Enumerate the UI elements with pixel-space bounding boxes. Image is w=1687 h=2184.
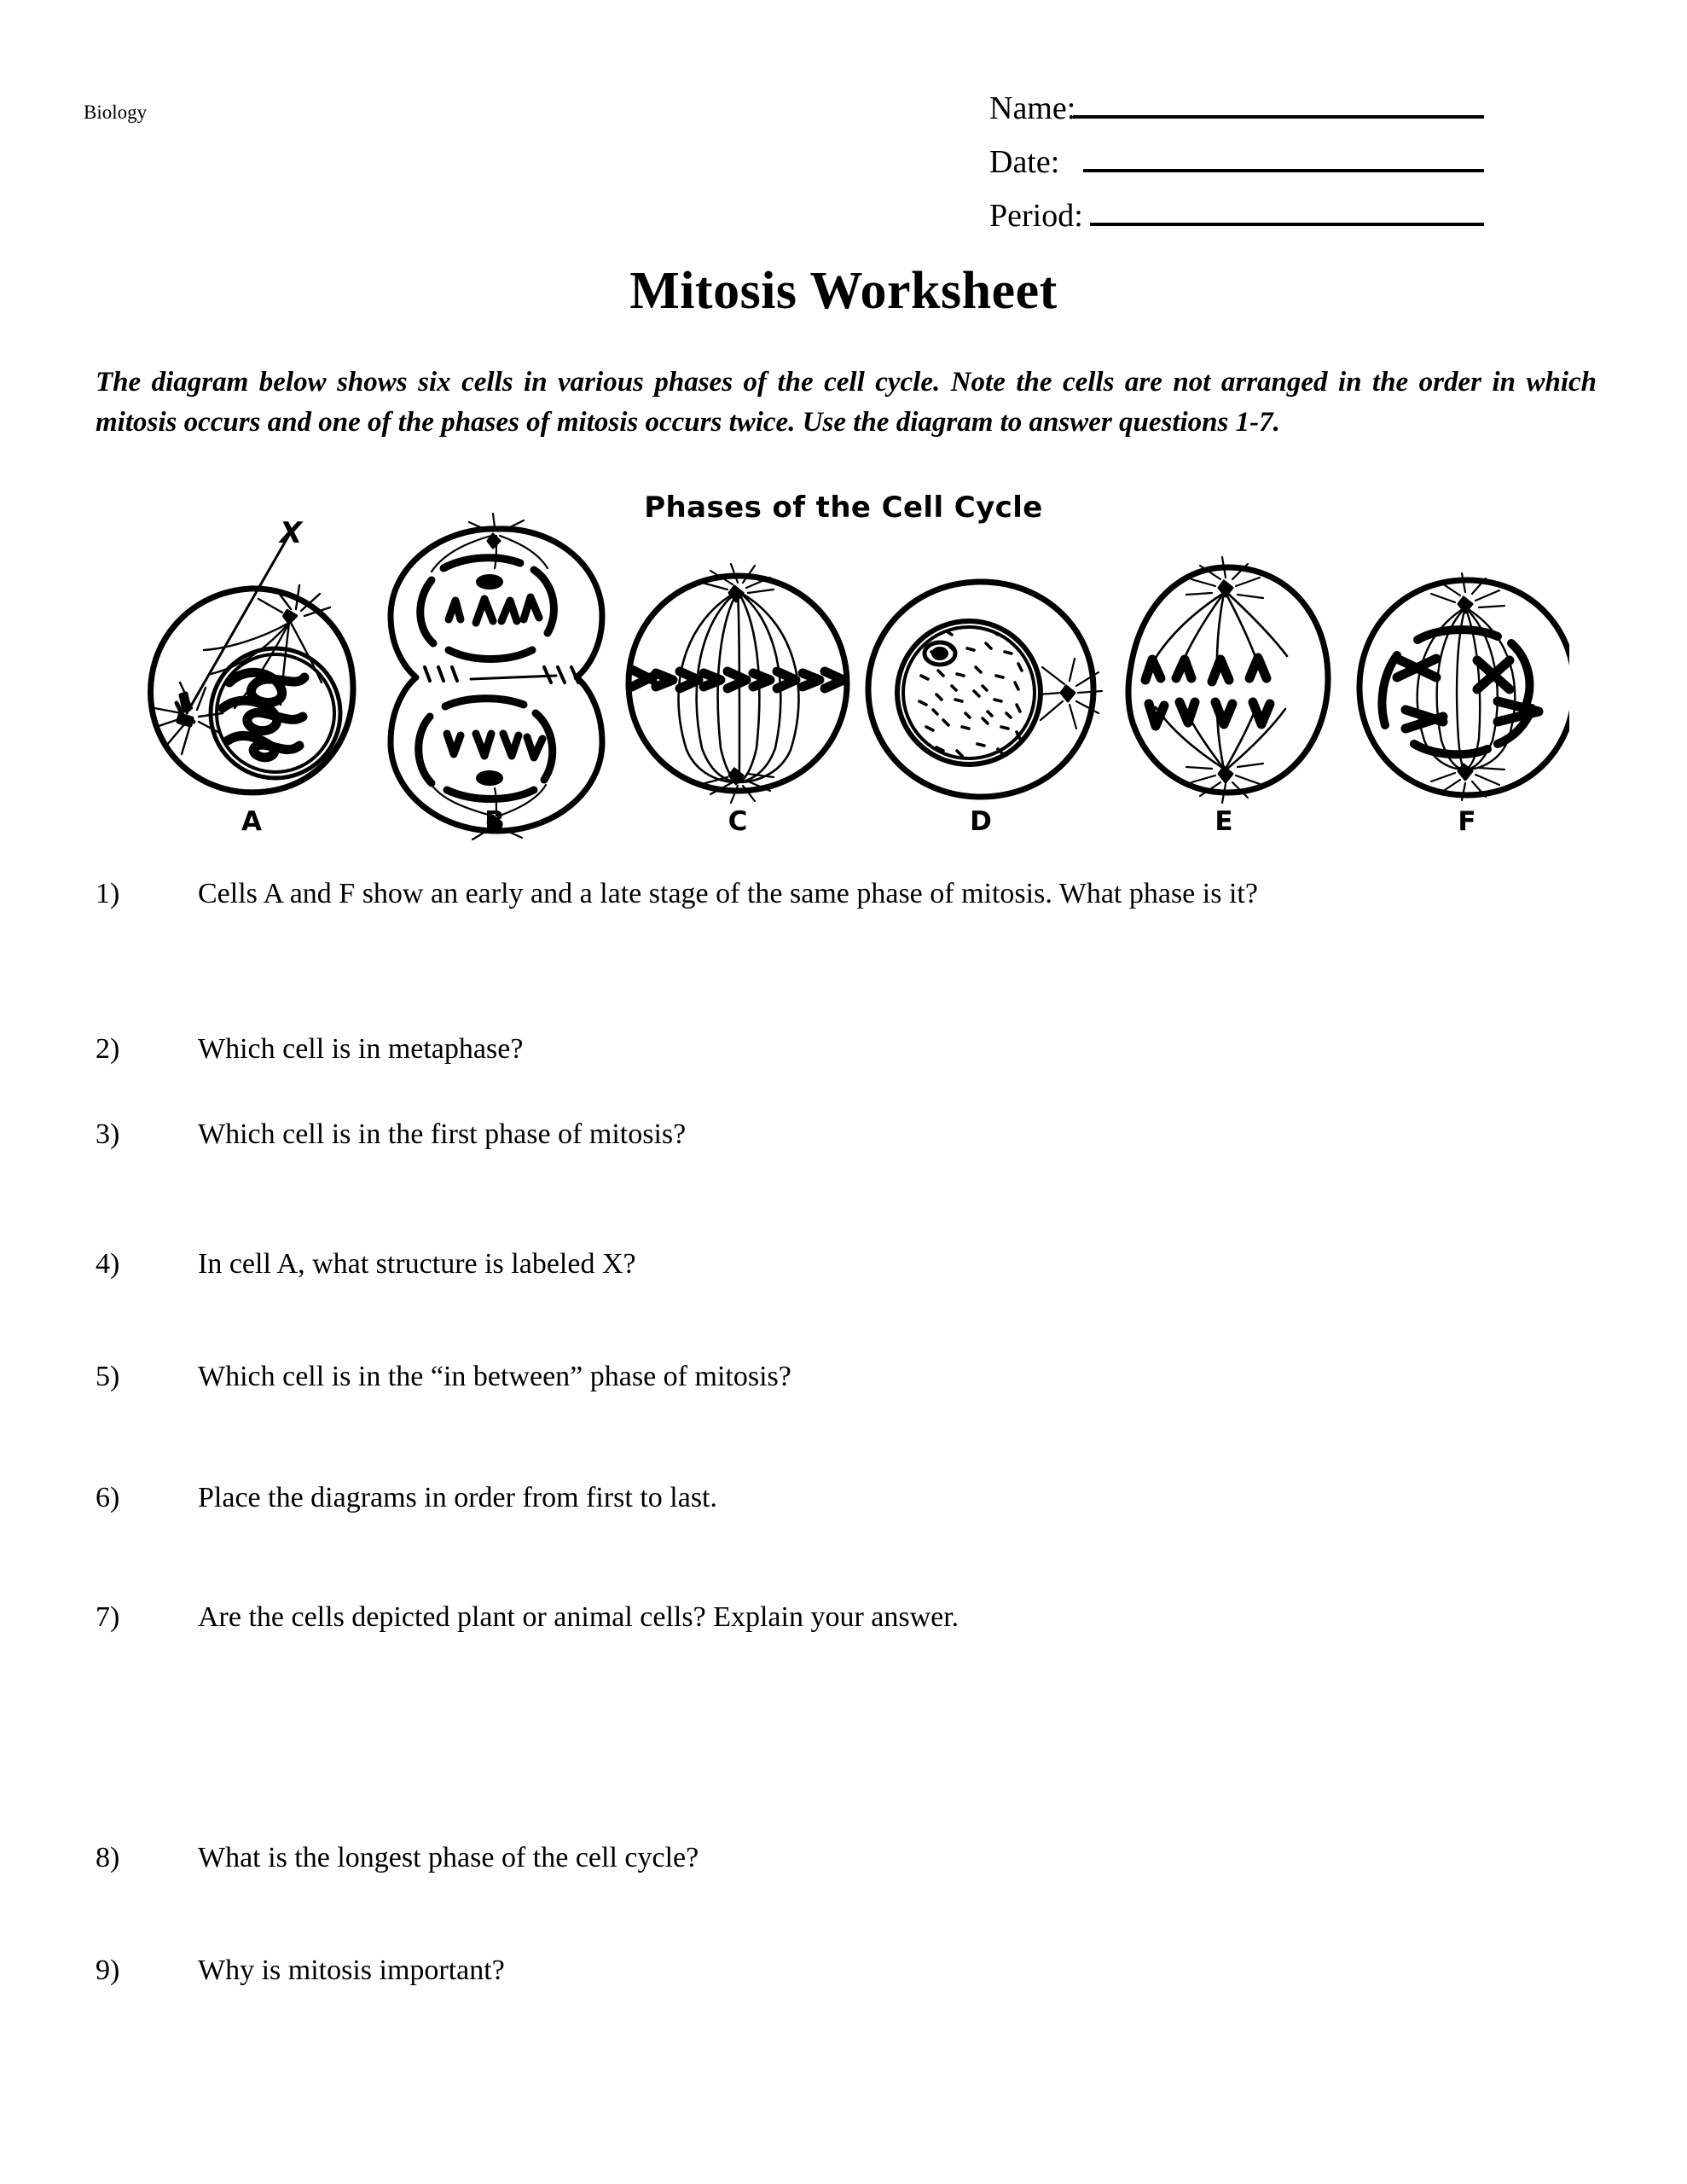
question-5-text: Which cell is in the “in between” phase of mitosis?: [198, 1361, 791, 1392]
cell-label-f: F: [1458, 806, 1476, 837]
question-9-number: 9): [96, 1955, 120, 1986]
question-3-number: 3): [96, 1118, 120, 1150]
cell-diagram-c: [629, 564, 847, 803]
page-title: Mitosis Worksheet: [629, 262, 1058, 320]
question-9: [96, 1954, 1631, 1989]
cell-label-c: C: [728, 806, 748, 837]
instructions-paragraph: The diagram below shows six cells in various phases of the cell cycle. Note the cells are not arranged in the order in which mitosis occurs and one of the phases of mitosis occurs twice. Use the diagram to answer questions 1-7.: [96, 367, 1597, 438]
cell-diagram-d: [868, 582, 1102, 797]
question-7-text: Are the cells depicted plant or animal cells? Explain your answer.: [198, 1601, 959, 1633]
subject-label: Biology: [84, 102, 148, 123]
question-9-text: Why is mitosis important?: [198, 1955, 505, 1986]
cell-diagram-svg: [102, 510, 1569, 851]
cell-label-b: B: [484, 806, 505, 837]
question-7-number: 7): [96, 1601, 120, 1633]
cell-label-a: A: [241, 806, 262, 837]
question-6-text: Place the diagrams in order from first to last.: [198, 1482, 717, 1513]
question-8-text: What is the longest phase of the cell cycle?: [198, 1842, 699, 1873]
cell-diagram-a: [151, 529, 353, 793]
question-1-text: Cells A and F show an early and a late stage of the same phase of mitosis. What phase is it?: [198, 878, 1258, 909]
question-5: [96, 1360, 1631, 1395]
cell-diagram-b: [391, 514, 602, 839]
question-8: [96, 1841, 1631, 1876]
question-8-number: 8): [96, 1842, 120, 1873]
question-1-number: 1): [96, 878, 120, 909]
name-label: Name:: [989, 90, 1076, 126]
question-4-number: 4): [96, 1248, 120, 1280]
question-6: [96, 1481, 1631, 1516]
cell-label-d: D: [970, 806, 992, 837]
question-3-text: Which cell is in the first phase of mitosis?: [198, 1118, 687, 1150]
question-4: [96, 1247, 1631, 1282]
date-input-line[interactable]: [1083, 168, 1484, 172]
period-input-line[interactable]: [1090, 222, 1484, 226]
name-input-line[interactable]: [1073, 114, 1484, 119]
period-field-row: [989, 200, 1535, 253]
question-2-text: Which cell is in metaphase?: [198, 1033, 524, 1065]
cell-label-e: E: [1215, 806, 1233, 837]
student-info-fields: [989, 92, 1535, 253]
question-2-number: 2): [96, 1033, 120, 1065]
cell-cycle-diagram: [102, 510, 1569, 851]
cell-diagram-f: [1359, 573, 1569, 800]
question-1: [96, 877, 1631, 912]
question-6-number: 6): [96, 1482, 120, 1513]
name-field-row: [989, 92, 1535, 146]
question-7: [96, 1600, 1631, 1635]
cell-label-row: [102, 806, 1569, 843]
question-2: [96, 1032, 1631, 1067]
period-label: Period:: [989, 198, 1083, 234]
question-4-text: In cell A, what structure is labeled X?: [198, 1248, 636, 1280]
cell-diagram-e: [1128, 557, 1328, 803]
diagram-title: Phases of the Cell Cycle: [644, 491, 1043, 525]
date-field-row: [989, 146, 1535, 200]
question-5-number: 5): [96, 1361, 120, 1392]
x-pointer-label: X: [280, 516, 303, 550]
question-3: [96, 1118, 1631, 1153]
date-label: Date:: [989, 144, 1060, 180]
